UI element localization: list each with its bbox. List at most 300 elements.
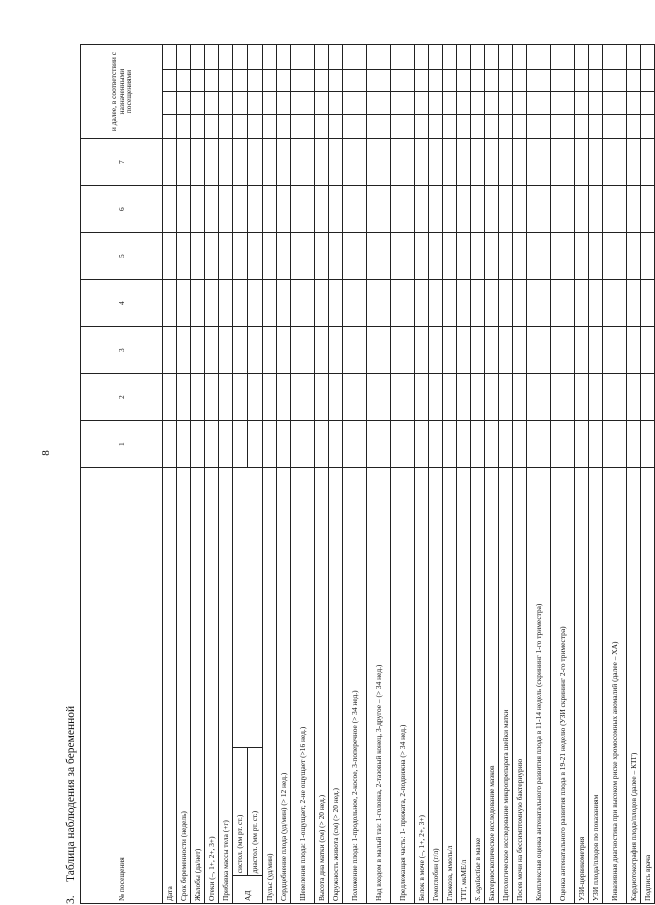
table-cell	[575, 374, 589, 421]
row-label: Высота дна матки (см) (> 20 нед.)	[315, 468, 329, 904]
table-cell	[485, 139, 499, 186]
table-cell	[277, 186, 291, 233]
table-cell	[315, 327, 329, 374]
table-cell	[219, 45, 233, 139]
table-cell	[263, 327, 277, 374]
table-cell	[191, 374, 205, 421]
table-cell	[277, 327, 291, 374]
table-cell	[415, 421, 429, 468]
row-label: Посев мочи на бессимптомную бактериурию	[513, 468, 527, 904]
table-cell	[343, 421, 367, 468]
row-label: Прибавка массы тела (+г)	[219, 468, 233, 904]
table-cell	[343, 186, 367, 233]
table-cell	[641, 421, 655, 468]
table-cell	[343, 280, 367, 327]
table-cell	[315, 374, 329, 421]
section-heading	[63, 706, 79, 904]
table-cell	[589, 421, 603, 468]
table-cell	[315, 45, 329, 139]
row-label: Пульс (уд/мин)	[263, 468, 277, 904]
table-cell	[551, 186, 575, 233]
table-cell	[485, 374, 499, 421]
table-cell	[627, 280, 641, 327]
table-cell	[219, 233, 233, 280]
visit-column-7: 7	[81, 139, 163, 186]
table-cell	[513, 186, 527, 233]
table-cell	[233, 421, 248, 468]
table-cell	[603, 139, 627, 186]
table-cell	[575, 45, 589, 139]
row-label: Подпись врача	[641, 468, 655, 904]
table-cell	[513, 421, 527, 468]
table-cell	[233, 45, 248, 139]
table-cell	[499, 139, 513, 186]
table-cell	[429, 45, 443, 139]
table-row	[551, 45, 575, 904]
table-cell	[575, 421, 589, 468]
table-cell	[527, 233, 551, 280]
table-cell	[443, 45, 457, 139]
table-row	[627, 45, 641, 904]
table-cell	[603, 374, 627, 421]
table-cell	[471, 139, 485, 186]
row-label: Глюкоза, ммоль/л	[443, 468, 457, 904]
table-row	[429, 45, 443, 904]
table-cell	[641, 186, 655, 233]
table-cell	[443, 280, 457, 327]
table-cell	[219, 186, 233, 233]
table-row	[315, 45, 329, 904]
table-cell	[429, 139, 443, 186]
table-cell	[457, 280, 471, 327]
visit-column-6: 6	[81, 186, 163, 233]
visit-column-3: 3	[81, 327, 163, 374]
table-row	[391, 45, 415, 904]
table-cell	[263, 374, 277, 421]
table-cell	[589, 45, 603, 139]
visit-column-1: 1	[81, 421, 163, 468]
table-cell	[177, 139, 191, 186]
table-cell	[163, 374, 177, 421]
table-cell	[177, 45, 191, 139]
table-cell	[527, 280, 551, 327]
table-cell	[277, 280, 291, 327]
table-cell	[248, 280, 263, 327]
table-cell	[575, 327, 589, 374]
table-cell	[315, 280, 329, 327]
table-cell	[163, 45, 177, 139]
row-label: Комплексная оценка антенатального развития плода в 11-14 недель (скрининг 1-го триместра)	[527, 468, 551, 904]
row-label-rest: в мазке	[472, 837, 482, 863]
table-cell	[627, 327, 641, 374]
table-cell	[291, 233, 315, 280]
table-cell	[499, 233, 513, 280]
table-cell	[315, 186, 329, 233]
table-cell	[233, 139, 248, 186]
table-cell	[263, 139, 277, 186]
section-title: Таблица наблюдения за беременной	[65, 705, 77, 882]
table-cell	[367, 139, 391, 186]
table-row	[575, 45, 589, 904]
table-cell	[205, 421, 219, 468]
table-cell	[443, 421, 457, 468]
table-cell	[191, 280, 205, 327]
table-cell	[589, 327, 603, 374]
table-cell	[589, 139, 603, 186]
table-cell	[248, 233, 263, 280]
table-cell	[603, 45, 627, 139]
table-cell	[589, 186, 603, 233]
table-cell	[233, 374, 248, 421]
table-cell	[641, 374, 655, 421]
table-cell	[177, 327, 191, 374]
table-cell	[627, 45, 641, 139]
visit-column-further: и далее, в соответствии с назначенными посещениями	[81, 45, 163, 139]
table-cell	[471, 280, 485, 327]
table-cell	[329, 233, 343, 280]
row-sublabel-diastolic: диастол. (мм рт. ст.)	[248, 748, 263, 876]
table-cell	[415, 233, 429, 280]
table-cell	[499, 45, 513, 139]
table-cell	[219, 139, 233, 186]
row-label-italic: S. agalactiae	[472, 862, 482, 901]
table-row	[277, 45, 291, 904]
table-cell	[429, 421, 443, 468]
table-cell	[263, 45, 277, 139]
table-cell	[291, 421, 315, 468]
row-label: Бактериоскопическое исследование мазков	[485, 468, 499, 904]
table-cell	[443, 139, 457, 186]
table-cell	[163, 186, 177, 233]
table-cell	[329, 421, 343, 468]
table-cell	[499, 186, 513, 233]
table-cell	[291, 139, 315, 186]
table-cell	[177, 233, 191, 280]
table-cell	[471, 421, 485, 468]
table-row	[415, 45, 429, 904]
table-cell	[367, 374, 391, 421]
table-cell	[391, 421, 415, 468]
table-cell	[191, 45, 205, 139]
table-cell	[391, 139, 415, 186]
table-cell	[205, 280, 219, 327]
table-cell	[219, 421, 233, 468]
table-cell	[527, 139, 551, 186]
table-cell	[205, 45, 219, 139]
table-cell	[415, 139, 429, 186]
table-cell	[219, 327, 233, 374]
table-cell	[485, 186, 499, 233]
table-row	[329, 45, 343, 904]
table-cell	[485, 421, 499, 468]
table-cell	[627, 186, 641, 233]
table-cell	[443, 374, 457, 421]
table-row	[513, 45, 527, 904]
table-cell	[219, 280, 233, 327]
row-label: Над входом в малый таз: 1-головка, 2-тазовый конец, 3-другое – (> 34 нед.)	[367, 468, 391, 904]
table-cell	[641, 280, 655, 327]
table-cell	[233, 468, 263, 748]
table-cell	[177, 280, 191, 327]
table-cell	[457, 139, 471, 186]
table-cell	[233, 280, 248, 327]
table-cell	[263, 280, 277, 327]
table-cell	[343, 327, 367, 374]
table-cell	[627, 139, 641, 186]
table-cell	[233, 186, 248, 233]
table-cell	[329, 327, 343, 374]
table-cell	[457, 374, 471, 421]
table-cell	[205, 374, 219, 421]
table-row	[219, 45, 233, 904]
table-row-bp-systolic	[233, 45, 248, 904]
table-cell	[551, 233, 575, 280]
table-cell	[641, 233, 655, 280]
table-cell	[205, 186, 219, 233]
table-cell	[603, 186, 627, 233]
table-cell	[191, 139, 205, 186]
table-cell	[443, 186, 457, 233]
table-cell	[485, 327, 499, 374]
table-cell	[343, 45, 367, 139]
table-cell	[367, 233, 391, 280]
table-cell	[263, 421, 277, 468]
table-cell	[641, 327, 655, 374]
table-cell	[641, 45, 655, 139]
table-cell	[471, 186, 485, 233]
table-cell	[191, 233, 205, 280]
row-label: Предлежащая часть: 1- прижата, 2-подвижна (> 34 нед.)	[391, 468, 415, 904]
table-cell	[291, 280, 315, 327]
table-cell	[627, 374, 641, 421]
row-label: Дата	[163, 468, 177, 904]
table-cell	[367, 280, 391, 327]
table-row	[485, 45, 499, 904]
table-cell	[415, 45, 429, 139]
table-cell	[603, 327, 627, 374]
table-cell	[315, 233, 329, 280]
table-cell	[163, 280, 177, 327]
row-sublabel-systolic: систол. (мм рт. ст.)	[233, 748, 248, 876]
table-cell	[471, 45, 485, 139]
table-cell	[457, 45, 471, 139]
row-label: Инвазивная диагностика при высоком риске хромосомных аномалий (далее – ХА)	[603, 468, 627, 904]
row-label: Оценка антенатального развития плода в 19-21 неделю (УЗИ скрининг 2-го триместра)	[551, 468, 575, 904]
table-cell	[551, 139, 575, 186]
table-cell	[177, 186, 191, 233]
table-cell	[191, 327, 205, 374]
table-cell	[391, 186, 415, 233]
table-cell	[457, 327, 471, 374]
table-cell	[163, 139, 177, 186]
table-cell	[429, 374, 443, 421]
page-number: 8	[40, 450, 52, 456]
table-cell	[551, 45, 575, 139]
table-cell	[367, 45, 391, 139]
table-cell	[277, 139, 291, 186]
table-row	[367, 45, 391, 904]
table-cell	[343, 374, 367, 421]
table-row	[457, 45, 471, 904]
table-cell	[429, 280, 443, 327]
table-cell	[329, 186, 343, 233]
table-cell	[471, 233, 485, 280]
table-cell	[471, 374, 485, 421]
table-cell	[391, 374, 415, 421]
row-label: ТТГ, мкМЕ/л	[457, 468, 471, 904]
table-cell	[513, 233, 527, 280]
observation-table	[80, 44, 655, 904]
table-cell	[551, 280, 575, 327]
table-cell	[499, 374, 513, 421]
table-row	[343, 45, 367, 904]
table-cell	[589, 280, 603, 327]
table-cell	[485, 280, 499, 327]
table-cell	[415, 374, 429, 421]
table-row	[177, 45, 191, 904]
table-cell	[627, 421, 641, 468]
table-cell	[205, 327, 219, 374]
table-cell	[429, 186, 443, 233]
table-cell	[291, 327, 315, 374]
row-label: УЗИ плода/плодов по показаниям	[589, 468, 603, 904]
table-cell	[575, 233, 589, 280]
table-row	[527, 45, 551, 904]
table-cell	[457, 421, 471, 468]
table-cell	[163, 233, 177, 280]
table-cell	[513, 374, 527, 421]
table-cell	[457, 186, 471, 233]
table-cell	[367, 186, 391, 233]
table-cell	[415, 327, 429, 374]
table-cell	[391, 45, 415, 139]
row-label: Цитологическое исследование микропрепарата шейки матки	[499, 468, 513, 904]
table-cell	[263, 186, 277, 233]
row-label: Жалобы (да/нет)	[191, 468, 205, 904]
table-cell	[513, 139, 527, 186]
row-label: Окружность живота (см) (> 20 нед.)	[329, 468, 343, 904]
table-cell	[589, 374, 603, 421]
table-cell	[343, 233, 367, 280]
table-cell	[391, 233, 415, 280]
table-cell	[277, 45, 291, 139]
table-row	[205, 45, 219, 904]
table-row-signature	[641, 45, 655, 904]
visit-column-4: 4	[81, 280, 163, 327]
row-label	[471, 468, 485, 904]
table-cell	[603, 280, 627, 327]
table-cell	[589, 233, 603, 280]
table-cell	[291, 374, 315, 421]
table-cell	[391, 280, 415, 327]
table-cell	[277, 421, 291, 468]
table-cell	[233, 327, 248, 374]
row-label: УЗИ-цервикометрия	[575, 468, 589, 904]
table-cell	[513, 45, 527, 139]
row-label: Шевеления плода: 1-ощущает, 2-не ощущает (>16 нед.)	[291, 468, 315, 904]
row-label: Срок беременности (недель)	[177, 468, 191, 904]
table-cell	[429, 327, 443, 374]
table-cell	[291, 186, 315, 233]
table-cell	[551, 327, 575, 374]
table-cell	[219, 374, 233, 421]
table-cell	[248, 421, 263, 468]
visit-number-header: № посещения	[81, 468, 163, 904]
table-cell	[575, 280, 589, 327]
table-cell	[551, 374, 575, 421]
table-cell	[457, 233, 471, 280]
table-cell	[329, 280, 343, 327]
table-cell	[485, 45, 499, 139]
table-cell	[499, 280, 513, 327]
table-cell	[575, 139, 589, 186]
table-cell	[367, 421, 391, 468]
table-row	[603, 45, 627, 904]
table-cell	[513, 327, 527, 374]
table-cell	[291, 45, 315, 139]
table-cell	[329, 374, 343, 421]
table-row	[471, 45, 485, 904]
table-cell	[443, 233, 457, 280]
table-cell	[163, 421, 177, 468]
row-label: Положение плода: 1-продольное, 2-косое, 3-поперечное (> 34 нед.)	[343, 468, 367, 904]
table-cell	[485, 233, 499, 280]
table-cell	[248, 374, 263, 421]
table-cell	[575, 186, 589, 233]
table-cell	[315, 421, 329, 468]
section-number: 3.	[65, 895, 77, 904]
table-cell	[263, 233, 277, 280]
table-cell	[527, 327, 551, 374]
table-cell	[551, 421, 575, 468]
table-cell	[248, 139, 263, 186]
table-cell	[248, 327, 263, 374]
table-cell	[415, 186, 429, 233]
table-cell	[329, 139, 343, 186]
table-cell	[443, 327, 457, 374]
table-row	[191, 45, 205, 904]
table-cell	[391, 327, 415, 374]
table-cell	[248, 186, 263, 233]
table-cell	[603, 421, 627, 468]
table-row	[291, 45, 315, 904]
row-label: Кардиотокография плода/плодов (далее – КТГ)	[627, 468, 641, 904]
table-row	[443, 45, 457, 904]
table-cell	[429, 233, 443, 280]
table-cell	[315, 139, 329, 186]
table-cell	[527, 374, 551, 421]
table-cell	[527, 45, 551, 139]
table-cell	[367, 327, 391, 374]
table-cell	[329, 45, 343, 139]
table-cell	[499, 327, 513, 374]
table-cell	[177, 374, 191, 421]
table-cell	[527, 186, 551, 233]
table-cell	[233, 233, 248, 280]
table-row	[499, 45, 513, 904]
table-cell	[627, 233, 641, 280]
table-cell	[191, 186, 205, 233]
table-cell	[641, 139, 655, 186]
table-cell	[205, 139, 219, 186]
table-row	[263, 45, 277, 904]
visit-column-2: 2	[81, 374, 163, 421]
row-label: Гемоглобин (г/л)	[429, 468, 443, 904]
row-label: Сердцебиение плода (уд/мин) (> 12 нед.)	[277, 468, 291, 904]
row-label: Отеки (–, 1+, 2+, 3+)	[205, 468, 219, 904]
table-cell	[603, 233, 627, 280]
table-cell	[191, 421, 205, 468]
